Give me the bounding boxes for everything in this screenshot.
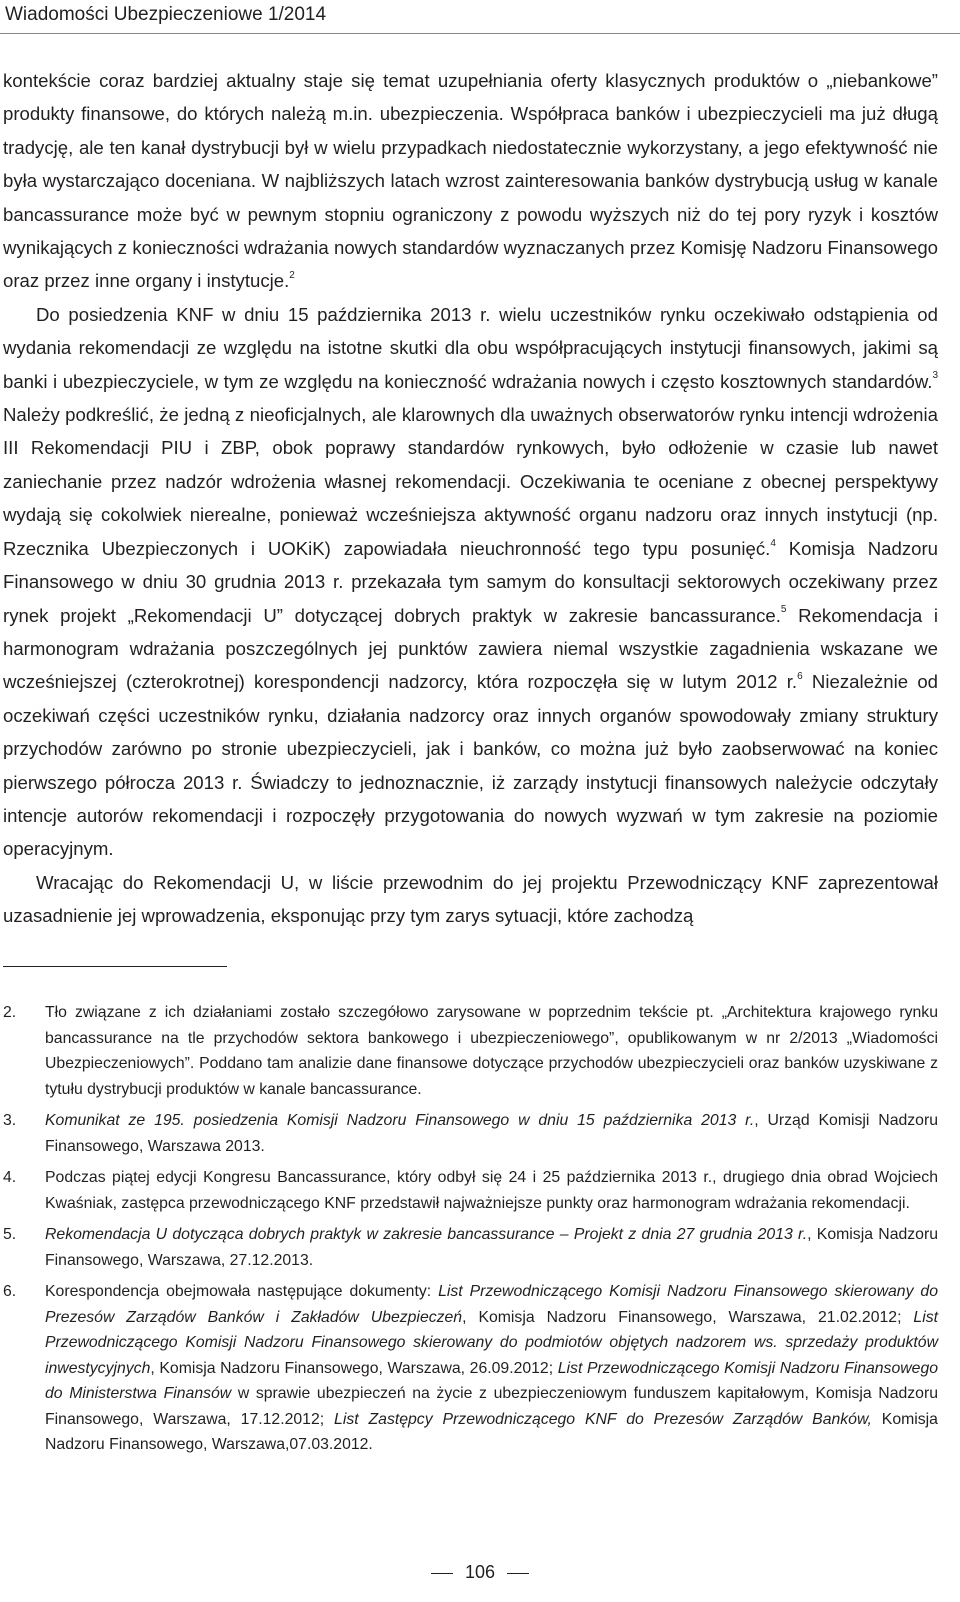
footnote-text [45,1165,938,1216]
footnotes [3,1000,938,1464]
footnote-text-part: w sprawie ubezpieczeń na życie z ubezpieczeniowym funduszem kapitałowym, Komisja Nadzoru Finansowego, Warszawa, 17.12.2012; [45,1385,938,1428]
footnote-text [45,1222,938,1273]
footnote-title-italic: List Przewodniczącego Komisji Nadzoru Finansowego do Ministerstwa Finansów [45,1359,939,1402]
footnote-number: 6. [3,1283,17,1300]
footnote-5 [3,1222,938,1273]
running-header [0,0,960,34]
footnote-ref-3[interactable]: 3 [932,370,938,382]
footnote-text-part: , Komisja Nadzoru Finansowego, Warszawa, 27.12.2013. [45,1226,938,1269]
footnote-3 [3,1108,938,1159]
footnote-ref-6[interactable]: 6 [797,671,803,683]
paragraph-text: Niezależnie od oczekiwań części uczestników rynku, działania nadzorcy oraz innych organów spowodowały zmiany struktury przychodów zarówno po stronie ubezpieczycieli, jak i banków, co można już było zaobserwować na koniec pierwszego półrocza 2013 r. Świadczy to jednoznacznie, iż zarządy instytucji finansowych należycie odczytały intencje autorów rekomendacji i rozpoczęły przygotowania do nowych wyzwań w tym zakresie na poziomie operacyjnym. [3,671,939,860]
footnote-text [45,1108,938,1159]
paragraph-1 [3,64,938,298]
paragraph-text: kontekście coraz bardziej aktualny staje się temat uzupełniania oferty klasycznych produktów o „niebankowe” produkty finansowe, do których należą m.in. ubezpieczenia. Współpraca banków i ubezpieczycieli ma już długą tradycję, ale ten kanał dystrybucji był w wielu przypadkach niedostatecznie wykorzystany, a jego efektywność nie była wystarczająco doceniana. W najbliższych latach wzrost zainteresowania banków dystrybucją usług w kanale bancassurance może być w pewnym stopniu ograniczony z powodu wyższych niż do tej pory ryzyk i kosztów wynikających z konieczności wdrażania nowych standardów wyznaczanych przez Komisję Nadzoru Finansowego oraz przez inne organy i instytucje. [3,70,938,292]
paragraph-text: Do posiedzenia KNF w dniu 15 października 2013 r. wielu uczestników rynku oczekiwało odstąpienia od wydania rekomendacji ze względu na istotne skutki dla obu współpracujących instytucji finansowych, jakimi są banki i ubezpieczyciele, w tym ze względu na konieczność wdrażania nowych i często kosztownych standardów. [3,303,938,392]
footnote-number: 5. [3,1226,17,1243]
footnote-separator [3,966,227,967]
footnote-text [45,1000,938,1102]
journal-title: Wiadomości Ubezpieczeniowe 1/2014 [5,4,327,25]
footnote-ref-5[interactable]: 5 [780,604,787,616]
footnote-title-italic: List Przewodniczącego Komisji Nadzoru Finansowego skierowany do Prezesów Zarządów Banków i Zakładów Ubezpieczeń [45,1283,938,1326]
footnote-text-part: Podczas piątej edycji Kongresu Bancassurance, który odbył się 24 i 25 października 2013 r., drugiego dnia obrad Wojciech Kwaśniak, zastępca przewodniczącego KNF przedstawił najważniejsze punkty oraz harmonogram wdrażania rekomendacji. [45,1169,938,1212]
footnote-title-italic: List Zastępcy Przewodniczącego KNF do Prezesów Zarządów Banków, [334,1410,872,1428]
paragraph-text: Komisja Nadzoru Finansowego w dniu 30 grudnia 2013 r. przekazała tym samym do konsultacji sektorowych oczekiwany przez rynek projekt „Rekomendacji U” dotyczącej dobrych praktyk w zakresie bancassurance. [3,537,939,626]
header-rule [0,33,960,34]
footnote-title-italic: List Przewodniczącego Komisji Nadzoru Finansowego skierowany do podmiotów objętych nadzorem ws. sprzedaży produktów inwestycyjnych [45,1308,939,1377]
paragraph-text: Rekomendacja i harmonogram wdrażania poszczególnych jej punktów zawiera niemal wszystkie zagadnienia wskazane we wcześniejszej (czterokrotnej) korespondencji nadzorcy, która rozpoczęła się w lutym 2012 r. [3,604,938,693]
page-number [0,1562,960,1583]
footnote-text-part: Tło związane z ich działaniami zostało szczegółowo zarysowane w poprzednim tekście pt. „Architektura krajowego rynku bancassurance na tle przychodów sektora bankowego i ubezpieczeniowego”, opublikowanym w nr 2/2013 „Wiadomości Ubezpieczeniowych”. Poddano tam analizie dane finansowe dotyczące przychodów ubezpieczycieli oraz banków uzyskiwane z tytułu dystrybucji produktów w kanale bancassurance. [45,1004,938,1098]
footnote-text-part: Komisja Nadzoru Finansowego, Warszawa,07.03.2012. [45,1410,938,1453]
footnote-text-part: , Urząd Komisji Nadzoru Finansowego, Warszawa 2013. [45,1112,938,1155]
footnote-4 [3,1165,938,1216]
page-number-value: 106 [464,1562,496,1582]
footnote-2 [3,1000,938,1102]
footnote-number: 3. [3,1112,17,1129]
paragraph-2 [3,298,938,866]
footnote-text-part: , Komisja Nadzoru Finansowego, Warszawa, 21.02.2012; [462,1308,914,1326]
main-text [3,64,938,933]
paragraph-3 [3,866,938,933]
page-number-dash [431,1573,453,1574]
footnote-title-italic: Rekomendacja U dotycząca dobrych praktyk w zakresie bancassurance – Projekt z dnia 27 grudnia 2013 r. [45,1226,808,1243]
footnote-number: 4. [3,1169,17,1186]
footnote-ref-2[interactable]: 2 [289,270,295,282]
footnote-ref-4[interactable]: 4 [770,537,776,549]
footnote-text-part: Korespondencja obejmowała następujące dokumenty: [45,1283,439,1300]
paragraph-text: Należy podkreślić, że jedną z nieoficjalnych, ale klarownych dla uważnych obserwatorów rynku intencji wdrożenia III Rekomendacji PIU i ZBP, obok poprawy standardów rynkowych, było odłożenie w czasie lub nawet zaniechanie przez nadzór wdrożenia własnej rekomendacji. Oczekiwania te oceniane z obecnej perspektywy wydają się cokolwiek nierealne, ponieważ wcześniejsza aktywność organu nadzoru oraz innych instytucji (np. Rzecznika Ubezpieczonych i UOKiK) zapowiadała nieuchronność tego typu posunięć. [3,404,938,559]
paragraph-text: Wracając do Rekomendacji U, w liście przewodnim do jej projektu Przewodniczący KNF zaprezentował uzasadnienie jej wprowadzenia, eksponując przy tym zarys sytuacji, które zachodzą [3,871,938,927]
footnote-text [45,1279,938,1458]
footnote-text-part: , Komisja Nadzoru Finansowego, Warszawa, 26.09.2012; [150,1359,558,1377]
footnote-title-italic: Komunikat ze 195. posiedzenia Komisji Nadzoru Finansowego w dniu 15 października 2013 r. [45,1112,755,1129]
page-number-dash [507,1573,529,1574]
footnote-number: 2. [3,1004,17,1021]
footnote-6 [3,1279,938,1458]
